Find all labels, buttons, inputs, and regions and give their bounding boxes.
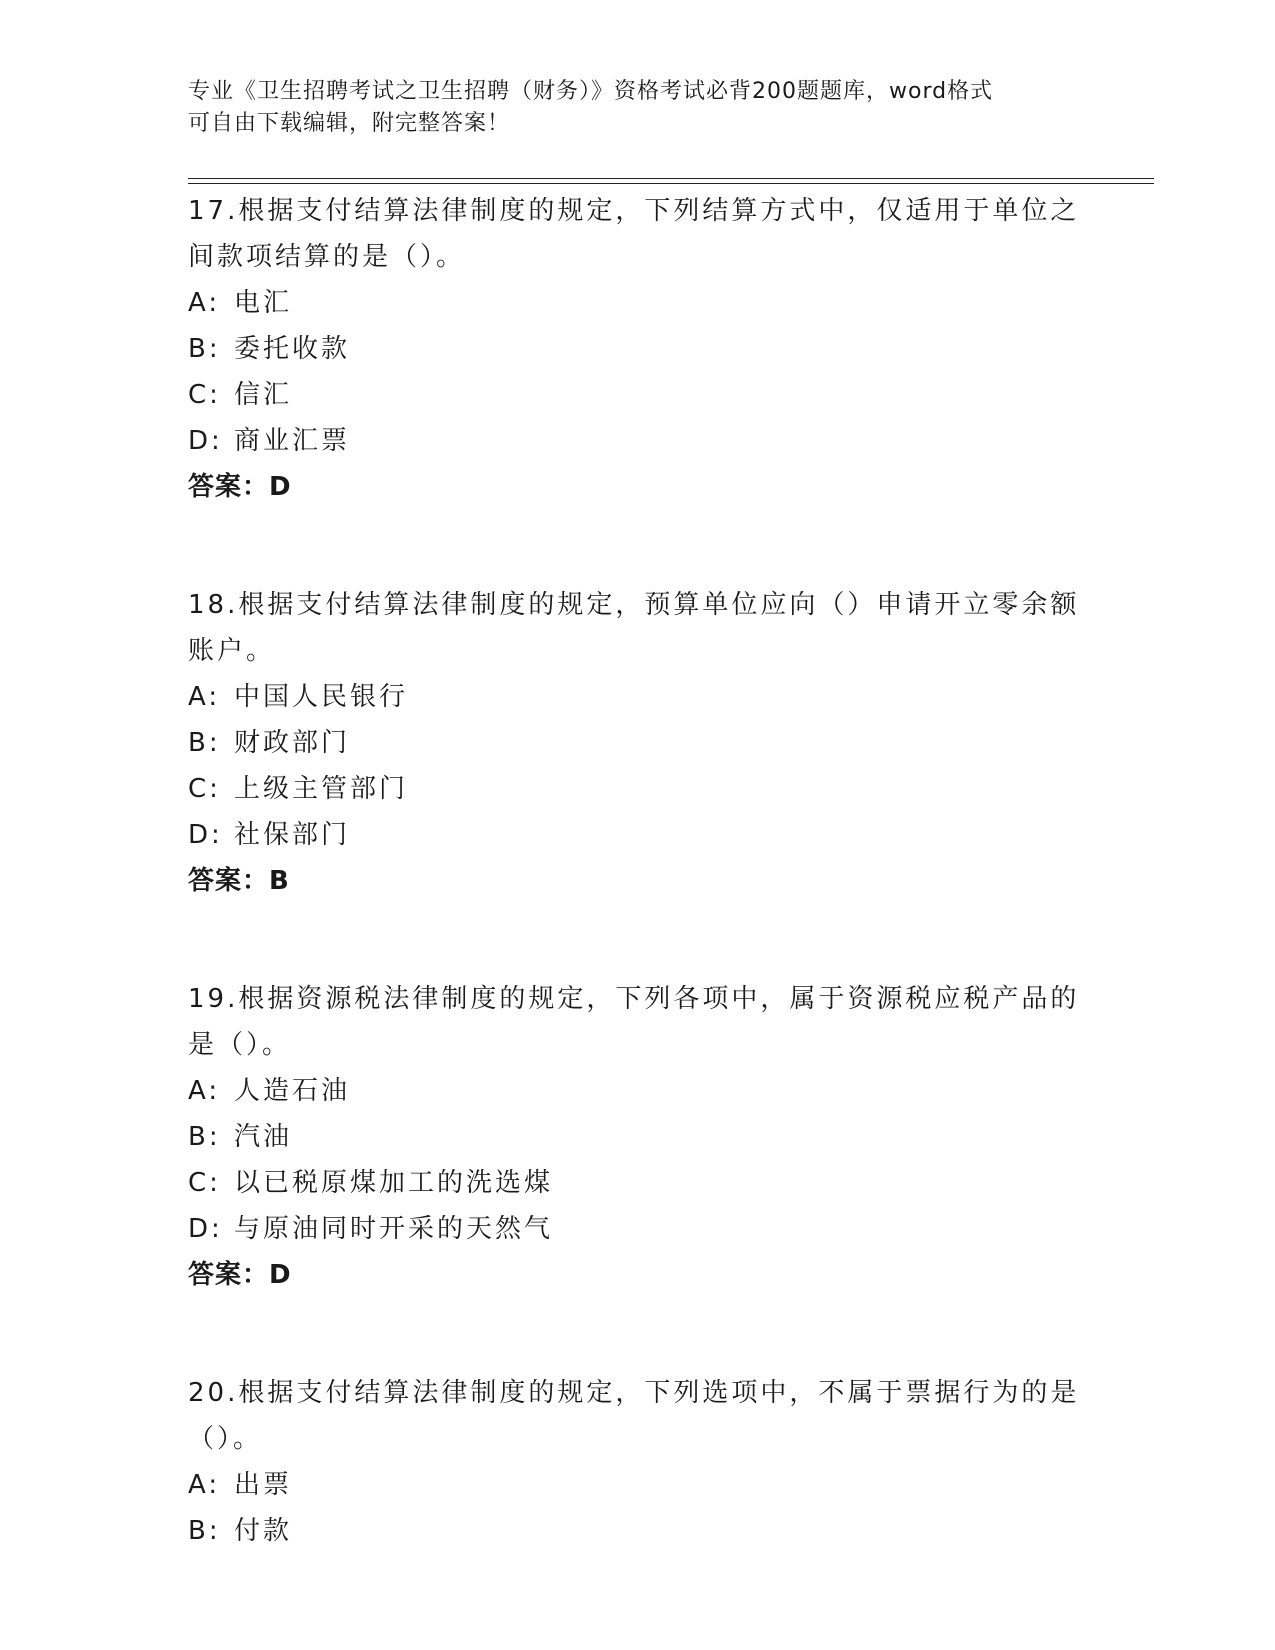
option-key: A: (188, 682, 221, 712)
option-b (188, 1114, 1088, 1160)
option-key: D: (188, 1214, 223, 1244)
option-a (188, 674, 1088, 720)
option-text: 财政部门 (234, 728, 351, 758)
option-text: 出票 (234, 1470, 293, 1500)
question-stem: 19.根据资源税法律制度的规定，下列各项中，属于资源税应税产品的是（）。 (188, 984, 1080, 1060)
question-20 (188, 1370, 1088, 1554)
option-c (188, 372, 1088, 418)
option-a (188, 1068, 1088, 1114)
option-text: 以已税原煤加工的洗选煤 (234, 1168, 554, 1198)
header-line-1: 专业《卫生招聘考试之卫生招聘（财务）》资格考试必背200题题库，word格式 (188, 79, 994, 104)
option-key: C: (188, 1168, 221, 1198)
option-b (188, 326, 1088, 372)
option-key: A: (188, 1076, 221, 1106)
option-key: B: (188, 728, 221, 758)
option-text: 信汇 (234, 380, 293, 410)
option-d (188, 1206, 1088, 1252)
option-b (188, 1508, 1088, 1554)
document-header (188, 76, 1068, 140)
question-17 (188, 188, 1088, 510)
option-d (188, 418, 1088, 464)
option-text: 社保部门 (234, 820, 351, 850)
option-b (188, 720, 1088, 766)
option-key: A: (188, 1470, 221, 1500)
option-text: 上级主管部门 (234, 774, 409, 804)
option-key: C: (188, 380, 221, 410)
option-key: B: (188, 334, 221, 364)
answer: 答案：B (188, 866, 290, 896)
question-stem: 20.根据支付结算法律制度的规定，下列选项中，不属于票据行为的是（）。 (188, 1378, 1080, 1454)
option-text: 委托收款 (234, 334, 351, 364)
option-key: C: (188, 774, 221, 804)
header-rule-bottom (188, 183, 1154, 184)
question-18 (188, 582, 1088, 904)
option-text: 人造石油 (234, 1076, 351, 1106)
header-rule-top (188, 178, 1154, 179)
header-line-2: 可自由下载编辑，附完整答案！ (188, 111, 511, 136)
answer: 答案：D (188, 1260, 292, 1290)
option-text: 商业汇票 (234, 426, 351, 456)
option-key: D: (188, 820, 223, 850)
option-c (188, 766, 1088, 812)
option-text: 电汇 (234, 288, 293, 318)
question-stem: 17.根据支付结算法律制度的规定，下列结算方式中，仅适用于单位之间款项结算的是（）。 (188, 196, 1080, 272)
option-a (188, 280, 1088, 326)
option-key: B: (188, 1516, 221, 1546)
option-key: A: (188, 288, 221, 318)
question-stem: 18.根据支付结算法律制度的规定，预算单位应向（）申请开立零余额账户。 (188, 590, 1080, 666)
option-text: 付款 (234, 1516, 293, 1546)
option-text: 汽油 (234, 1122, 293, 1152)
option-text: 与原油同时开采的天然气 (234, 1214, 554, 1244)
option-key: B: (188, 1122, 221, 1152)
option-d (188, 812, 1088, 858)
option-a (188, 1462, 1088, 1508)
answer: 答案：D (188, 472, 292, 502)
option-c (188, 1160, 1088, 1206)
question-list (188, 188, 1088, 1554)
option-key: D: (188, 426, 223, 456)
question-19 (188, 976, 1088, 1298)
option-text: 中国人民银行 (234, 682, 409, 712)
